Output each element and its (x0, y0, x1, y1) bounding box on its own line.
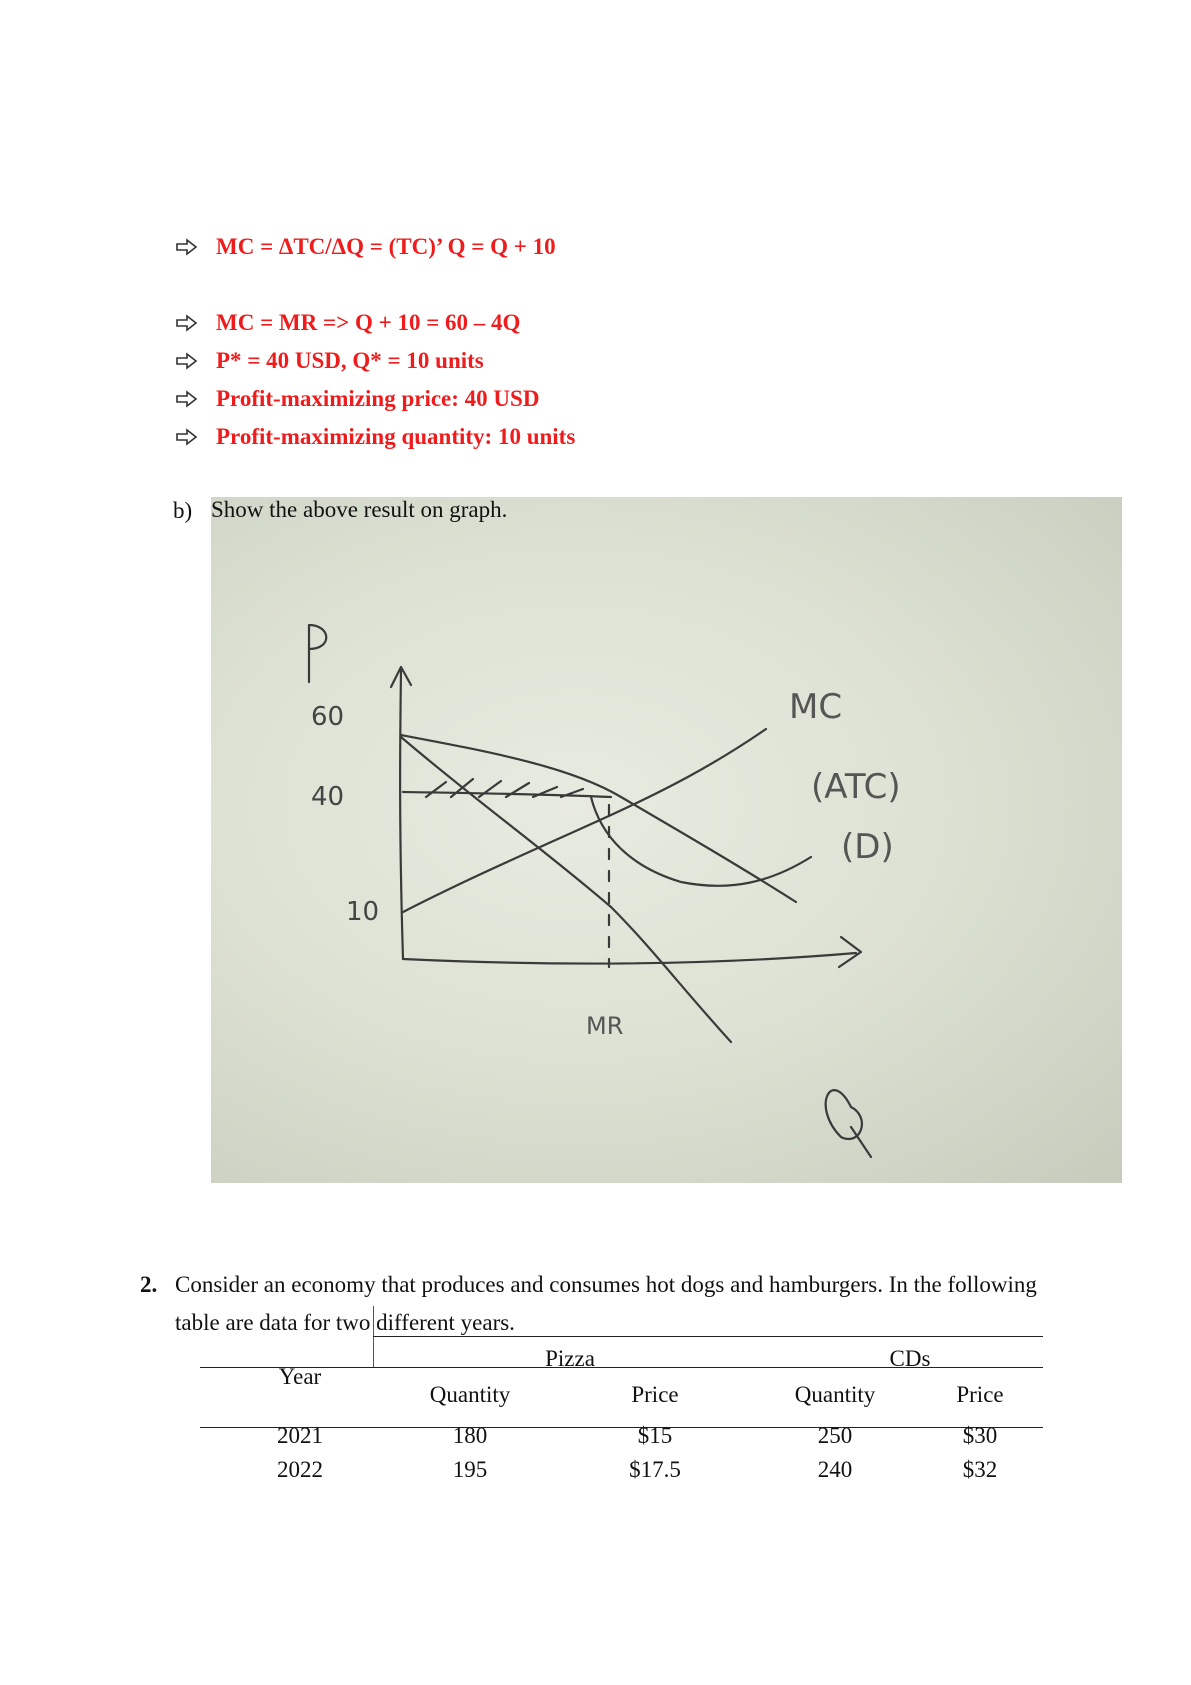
solution-line-1 (176, 234, 556, 260)
tick-40: 40 (311, 782, 345, 812)
table-rule (373, 1336, 1043, 1337)
label-d: (D) (841, 827, 894, 867)
label-mc: MC (789, 687, 843, 727)
solution-text: MC = ΔTC/ΔQ = (TC)’ Q = Q + 10 (216, 234, 556, 259)
row-cell: $30 (962, 1423, 998, 1448)
group-header-pizza: Pizza (545, 1346, 595, 1371)
double-arrow-icon (176, 390, 198, 408)
solution-text: Profit-maximizing price: 40 USD (216, 386, 540, 411)
graph-photo (211, 497, 1122, 1183)
hand-drawn-graph (211, 497, 1122, 1183)
double-arrow-icon (176, 428, 198, 446)
solution-line-4 (176, 386, 539, 412)
solution-line-2 (176, 310, 520, 336)
row-cell: $17.5 (629, 1457, 681, 1482)
atc-curve (591, 797, 811, 886)
row-cell: 250 (817, 1423, 853, 1448)
label-atc: (ATC) (811, 767, 901, 807)
question-number: 2. (140, 1272, 158, 1297)
row-year: 2022 (277, 1457, 323, 1482)
part-b-label: b) (173, 498, 193, 523)
part-b-heading (173, 498, 211, 524)
subheader: Quantity (429, 1382, 511, 1407)
row-cell: 180 (452, 1423, 488, 1448)
row-cell: 240 (817, 1457, 853, 1482)
year-header: Year (278, 1364, 322, 1389)
solution-text: P* = 40 USD, Q* = 10 units (216, 348, 484, 373)
double-arrow-icon (176, 352, 198, 370)
solution-line-5 (176, 424, 575, 450)
label-mr: MR (586, 1012, 624, 1040)
x-axis-arrow (839, 937, 861, 967)
group-header-cds: CDs (889, 1346, 931, 1371)
subheader: Price (631, 1382, 679, 1407)
row-year: 2021 (277, 1423, 323, 1448)
tick-60: 60 (311, 702, 345, 732)
solution-text: MC = MR => Q + 10 = 60 – 4Q (216, 310, 521, 335)
subheader: Quantity (794, 1382, 876, 1407)
part-b-text: Show the above result on graph. (211, 497, 508, 522)
subheader: Price (956, 1382, 1004, 1407)
solution-text: Profit-maximizing quantity: 10 units (216, 424, 576, 449)
tick-10: 10 (346, 897, 380, 927)
table-divider (373, 1306, 374, 1368)
question-text: Consider an economy that produces and consumes hot dogs and hamburgers. In the following table are data for two different years. (175, 1272, 1037, 1335)
row-cell: $15 (637, 1423, 673, 1448)
row-cell: 195 (452, 1457, 488, 1482)
double-arrow-icon (176, 238, 198, 256)
y-axis (400, 669, 403, 959)
x-axis (403, 953, 856, 964)
double-arrow-icon (176, 314, 198, 332)
row-cell: $32 (962, 1457, 998, 1482)
solution-line-3 (176, 348, 484, 374)
